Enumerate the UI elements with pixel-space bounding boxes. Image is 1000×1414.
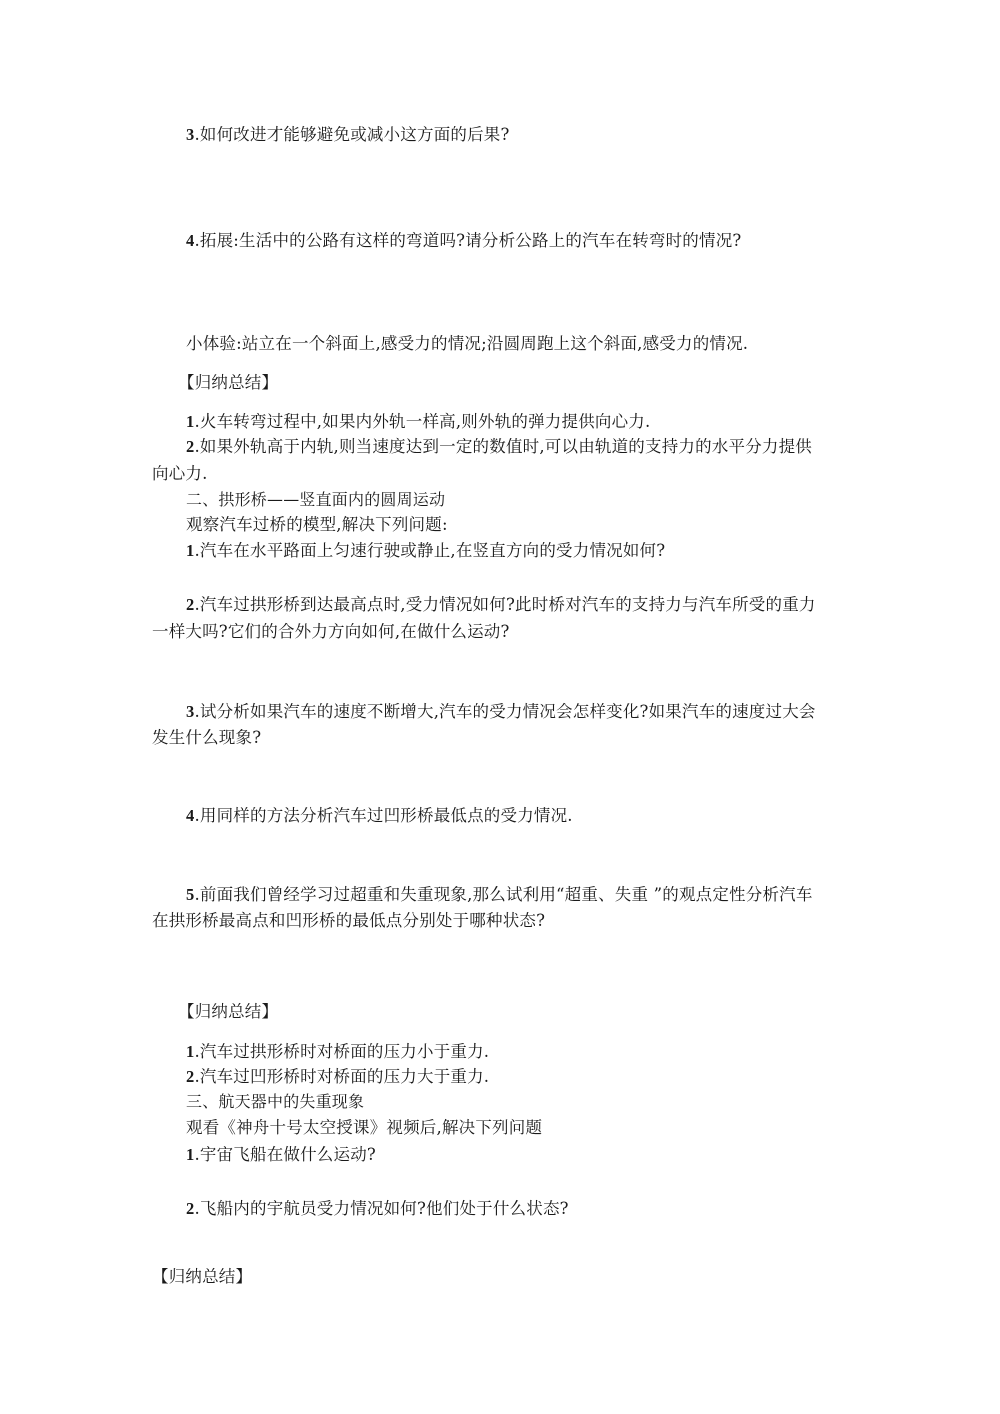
question-text-cont: 一样大吗?它们的合外力方向如何,在做什么运动? [152,622,510,641]
question-text-cont: 在拱形桥最高点和凹形桥的最低点分别处于哪种状态? [152,911,546,930]
question-1 [186,1144,376,1166]
question-number: 4 [186,231,195,250]
question-text: .宇宙飞船在做什么运动? [194,1145,376,1164]
section-intro: 观察汽车过桥的模型,解决下列问题: [186,515,448,534]
summary-number: 2 [186,1067,195,1086]
question-4 [186,805,573,827]
question-number: 3 [186,125,195,144]
question-text: .汽车过拱形桥到达最高点时,受力情况如何?此时桥对汽车的支持力与汽车所受的重力 [194,595,816,614]
summary-text: .汽车过拱形桥时对桥面的压力小于重力. [194,1042,490,1061]
question-2 [186,594,816,616]
question-text: .汽车在水平路面上匀速行驶或静止,在竖直方向的受力情况如何? [194,541,666,560]
summary-item [186,411,650,433]
question-number: 2 [186,1199,195,1218]
summary-text: .如果外轨高于内轨,则当速度达到一定的数值时,可以由轨道的支持力的水平分力提供 [194,437,812,456]
question-number: 1 [186,541,195,560]
question-1 [186,540,665,562]
question-5 [186,884,813,906]
summary-title: 【归纳总结】 [152,1267,253,1286]
question-3 [186,701,816,723]
section-heading: 三、航天器中的失重现象 [186,1092,365,1111]
question-text: .前面我们曾经学习过超重和失重现象,那么试利用“超重、失重 ”的观点定性分析汽车 [194,885,813,904]
summary-item [186,436,812,458]
experience-text: 小体验:站立在一个斜面上,感受力的情况;沿圆周跑上这个斜面,感受力的情况. [186,334,749,353]
summary-text-cont: 向心力. [152,464,208,483]
question-text: .如何改进才能够避免或减小这方面的后果? [194,125,510,144]
question-2 [186,1198,569,1220]
summary-title: 【归纳总结】 [178,1002,279,1021]
summary-number: 1 [186,412,195,431]
question-text: .用同样的方法分析汽车过凹形桥最低点的受力情况. [194,806,573,825]
section-intro: 观看《神舟十号太空授课》视频后,解决下列问题 [186,1118,543,1137]
question-text: .拓展:生活中的公路有这样的弯道吗?请分析公路上的汽车在转弯时的情况? [194,231,742,250]
question-4 [186,230,741,252]
summary-text: .汽车过凹形桥时对桥面的压力大于重力. [194,1067,490,1086]
section-heading: 二、拱形桥——竖直面内的圆周运动 [186,490,446,509]
summary-number: 2 [186,437,195,456]
question-text: .试分析如果汽车的速度不断增大,汽车的受力情况会怎样变化?如果汽车的速度过大会 [194,702,816,721]
question-number: 1 [186,1145,195,1164]
summary-item [186,1041,489,1063]
question-number: 5 [186,885,195,904]
summary-number: 1 [186,1042,195,1061]
summary-item [186,1066,489,1088]
question-3 [186,124,510,146]
question-text: .飞船内的宇航员受力情况如何?他们处于什么状态? [194,1199,569,1218]
question-number: 2 [186,595,195,614]
summary-text: .火车转弯过程中,如果内外轨一样高,则外轨的弹力提供向心力. [194,412,651,431]
question-number: 3 [186,702,195,721]
question-text-cont: 发生什么现象? [152,728,262,747]
summary-title: 【归纳总结】 [178,373,279,392]
question-number: 4 [186,806,195,825]
